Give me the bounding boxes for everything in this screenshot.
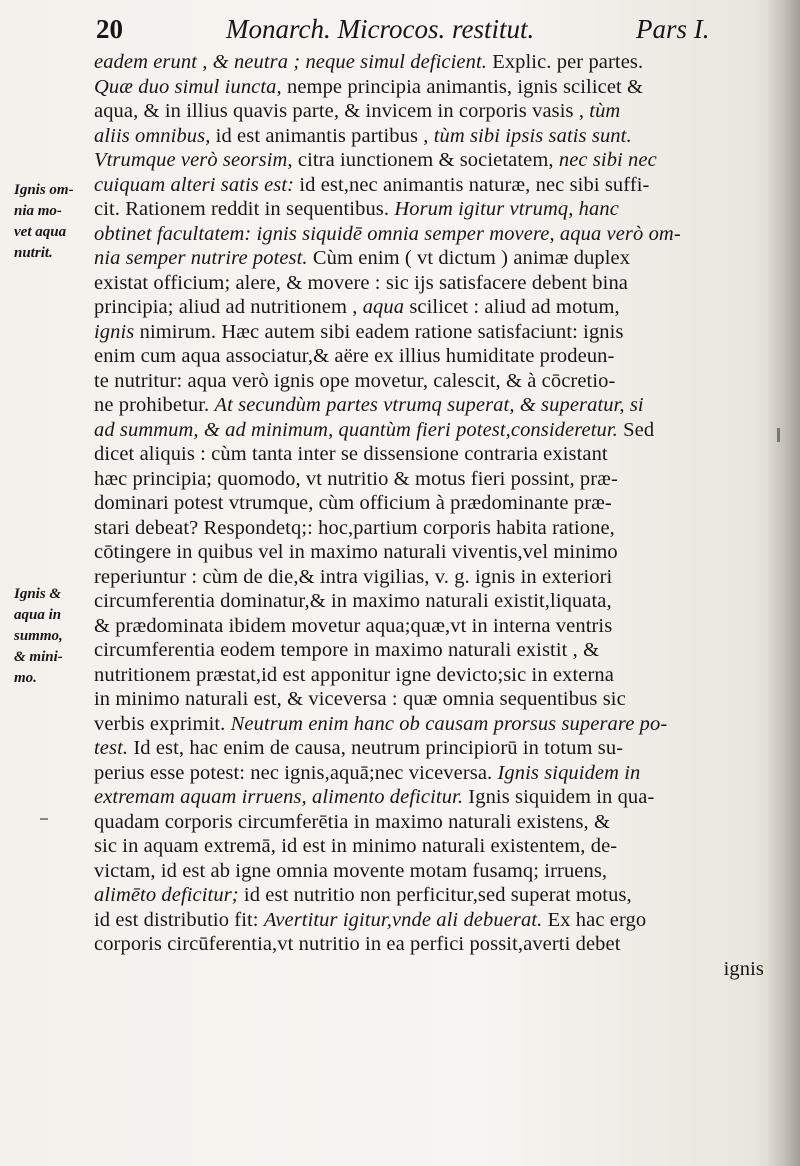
roman-text: Sed [617, 418, 655, 441]
roman-text: enim cum aqua associatur,& aëre ex illius humiditate prodeun- [94, 345, 615, 367]
text-line [94, 932, 774, 957]
roman-text: Cùm enim ( vt dictum ) animæ duplex [307, 247, 631, 269]
marginal-note-line: aqua in [14, 607, 62, 623]
roman-text: circumferentia dominatur,& in maximo naturali existit,liquata, [94, 590, 612, 612]
text-line [94, 295, 774, 320]
running-title: Monarch. Microcos. restitut. [226, 14, 535, 44]
text-line [94, 393, 774, 418]
text-line [94, 565, 774, 590]
roman-text: dicet aliquis : cùm tanta inter se dissensione contraria existant [94, 443, 608, 465]
text-line [94, 589, 774, 614]
roman-text: reperiuntur : cùm de die,& intra vigilias, v. g. ignis in exteriori [94, 565, 613, 588]
roman-text: Ignis siquidem in qua- [463, 786, 655, 808]
roman-text: circumferentia eodem tempore in maximo naturali existit , & [94, 639, 600, 661]
text-line [94, 99, 774, 124]
roman-text: dominari potest vtrumque, cùm officium à prædominante præ- [94, 492, 612, 514]
roman-text: id est distributio fit: [94, 908, 264, 931]
text-line [94, 883, 774, 908]
italic-text: obtinet facultatem: ignis siquidē omnia semper movere, aqua verò om- [94, 222, 681, 245]
italic-text: tùm sibi ipsis satis sunt. [433, 124, 632, 147]
roman-text: in minimo naturali est, & viceversa : quæ omnia sequentibus sic [94, 688, 626, 710]
text-line [94, 369, 774, 394]
text-line [94, 271, 774, 296]
marginal-note-line: Ignis om- [14, 182, 74, 198]
roman-text: existat officium; alere, & movere : sic ijs satisfacere debent bina [94, 271, 629, 294]
italic-text: nec sibi nec [558, 149, 657, 171]
roman-text: id est nutritio non perficitur,sed superat motus, [238, 884, 632, 906]
print-speck [40, 818, 48, 820]
italic-text: tùm [589, 100, 621, 122]
roman-text: id est animantis partibus , [210, 124, 434, 147]
italic-text: Quæ duo simul iuncta, [94, 75, 282, 98]
italic-text: eadem erunt , & neutra ; neque simul deficient. [94, 51, 487, 73]
italic-text: ad summum, & ad minimum, quantùm fieri potest,consideretur. [94, 418, 618, 441]
text-line [94, 418, 774, 443]
roman-text: victam, id est ab igne omnia movente motam fusamq; irruens, [94, 859, 608, 882]
text-line [94, 540, 774, 565]
roman-text: id est,nec animantis naturæ, nec sibi suffi- [294, 173, 650, 196]
text-line [94, 957, 774, 982]
text-line [94, 491, 774, 516]
italic-text: Neutrum enim hanc ob causam prorsus superare po- [230, 712, 668, 735]
roman-text: citra iunctionem & societatem, [292, 149, 559, 171]
text-line [94, 614, 774, 639]
marginal-note-line: nia mo- [14, 203, 62, 219]
roman-text: ignis [723, 957, 764, 980]
italic-text: extremam aquam irruens, alimento deficitur. [94, 786, 464, 808]
italic-text: aqua [362, 296, 405, 318]
text-line [94, 834, 774, 859]
italic-text: Horum igitur vtrumq, hanc [394, 198, 619, 220]
marginal-note-1 [14, 180, 92, 264]
text-line [94, 173, 774, 198]
text-line [94, 75, 774, 100]
body-text [94, 50, 774, 981]
italic-text: cuiquam alteri satis est: [94, 173, 295, 196]
italic-text: aliis omnibus, [94, 124, 211, 147]
text-line [94, 810, 774, 835]
italic-text: test. [94, 737, 129, 759]
roman-text: nempe principia animantis, ignis scilicet & [281, 75, 644, 98]
text-line [94, 859, 774, 884]
roman-text: hæc principia; quomodo, vt nutritio & motus fieri possint, præ- [94, 467, 618, 490]
text-line [94, 908, 774, 933]
text-line [94, 467, 774, 492]
roman-text: corporis circūferentia,vt nutritio in ea perfici possit,averti debet [94, 933, 621, 955]
roman-text: te nutritur: aqua verò ignis ope movetur, calescit, & à cōcretio- [94, 369, 616, 392]
roman-text: nutritionem præstat,id est apponitur igne devicto;sic in externa [94, 663, 614, 686]
marginal-note-line: & mini- [14, 649, 63, 665]
roman-text: quadam corporis circumferētia in maximo naturali existens, & [94, 810, 611, 833]
italic-text: nia semper nutrire potest. [94, 247, 308, 269]
text-line [94, 736, 774, 761]
marginal-note-line: vet aqua [14, 224, 67, 240]
text-line [94, 222, 774, 247]
roman-text: sic in aquam extremā, id est in minimo naturali existentem, de- [94, 835, 618, 857]
roman-text: aqua, & in illius quavis parte, & invicem in corporis vasis , [94, 100, 590, 122]
text-line [94, 516, 774, 541]
roman-text: cōtingere in quibus vel in maximo naturali viventis,vel minimo [94, 541, 618, 563]
text-line [94, 124, 774, 149]
marginal-note-2 [14, 584, 92, 689]
part-label: Pars I. [636, 14, 710, 44]
text-line [94, 712, 774, 737]
text-line [94, 246, 774, 271]
text-line [94, 687, 774, 712]
text-line [94, 148, 774, 173]
marginal-note-line: summo, [14, 628, 63, 644]
marginal-note-line: mo. [14, 670, 37, 686]
roman-text: Ex hac ergo [542, 908, 647, 931]
italic-text: Vtrumque verò seorsim, [94, 149, 293, 171]
roman-text: principia; aliud ad nutritionem , [94, 296, 363, 318]
roman-text: & prædominata ibidem movetur aqua;quæ,vt in interna ventris [94, 614, 613, 637]
text-line [94, 663, 774, 688]
roman-text: cit. Rationem reddit in sequentibus. [94, 198, 395, 220]
italic-text: Ignis siquidem in [497, 761, 641, 784]
roman-text: scilicet : aliud ad motum, [404, 296, 620, 318]
text-line [94, 638, 774, 663]
running-head [96, 12, 776, 46]
text-line [94, 761, 774, 786]
marginal-note-line: nutrit. [14, 245, 53, 261]
text-line [94, 344, 774, 369]
roman-text: Explic. per partes. [486, 51, 644, 73]
roman-text: ne prohibetur. [94, 394, 215, 416]
italic-text: ignis [94, 320, 135, 343]
text-line [94, 442, 774, 467]
italic-text: Avertitur igitur,vnde ali debuerat. [263, 908, 543, 931]
roman-text: verbis exprimit. [94, 712, 231, 735]
text-line [94, 197, 774, 222]
italic-text: At secundùm partes vtrumq superat, & superatur, si [214, 394, 644, 416]
roman-text: stari debeat? Respondetq;: hoc,partium corporis habita ratione, [94, 516, 615, 539]
text-line [94, 320, 774, 345]
roman-text: perius esse potest: nec ignis,aquā;nec viceversa. [94, 761, 498, 784]
marginal-note-line: Ignis & [14, 586, 62, 602]
text-line [94, 50, 774, 75]
print-speck [777, 428, 780, 442]
roman-text: nimirum. Hæc autem sibi eadem ratione satisfaciunt: ignis [134, 320, 624, 343]
text-line [94, 785, 774, 810]
page-number: 20 [96, 14, 123, 44]
italic-text: alimēto deficitur; [94, 884, 239, 906]
roman-text: Id est, hac enim de causa, neutrum principiorū in totum su- [128, 737, 624, 759]
